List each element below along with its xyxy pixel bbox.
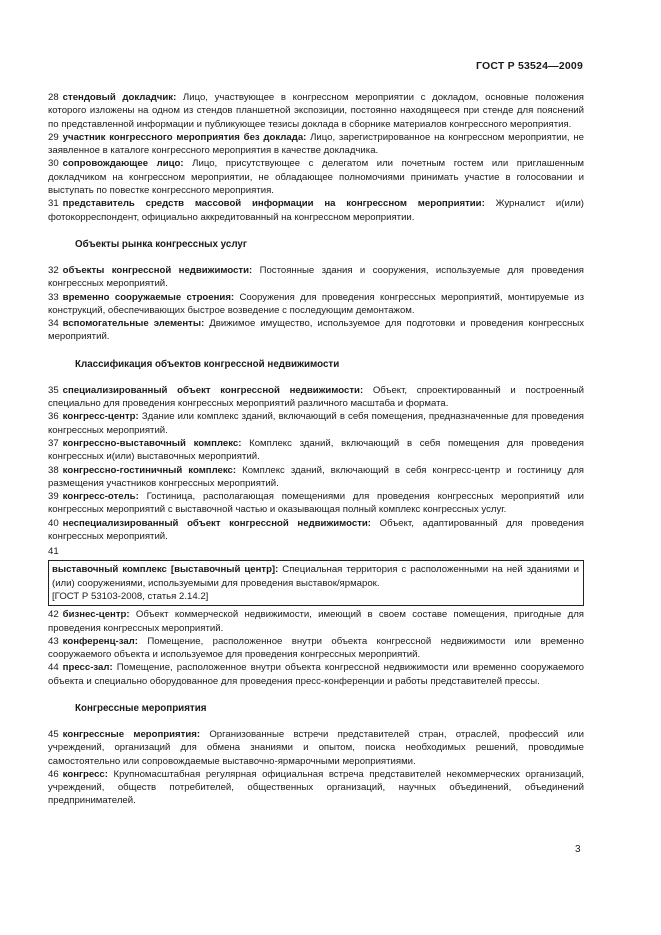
entry-number: 34 — [48, 318, 59, 330]
entry-text: Сооружения для проведения конгрессных мероприятий, монтируемые из конструкций, обеспечивающих быстрое возведение с последующим демонтажом. — [48, 291, 584, 316]
section-heading-objects: Объекты рынка конгрессных услуг — [75, 238, 247, 250]
entry-29 — [48, 131, 584, 158]
page-content — [48, 91, 584, 808]
entry-text: Помещение, расположенное внутри объекта конгрессной недвижимости или временно сооружаемого объекта и используемое для проведения конгрессных мероприятий. — [48, 635, 584, 661]
entry-46 — [48, 768, 584, 808]
entry-term: бизнес-центр: — [62, 609, 130, 621]
entry-34 — [48, 317, 584, 344]
source-reference: [ГОСТ Р 53103-2008, статья 2.14.2] — [52, 590, 209, 602]
entry-36 — [48, 410, 584, 437]
entry-35 — [48, 384, 584, 411]
entry-number: 33 — [48, 291, 59, 303]
entry-41-number: 41 — [48, 546, 59, 558]
entry-31 — [48, 197, 584, 224]
entry-text: Постоянные здания и сооружения, используемые для проведения конгрессных мероприятий. — [48, 264, 584, 290]
entry-term: объекты конгрессной недвижимости: — [62, 264, 253, 276]
entry-term: временно сооружаемые строения: — [62, 291, 235, 303]
entry-term: выставочный комплекс [выставочный центр]: — [52, 564, 279, 576]
entry-40 — [48, 517, 584, 544]
entry-text: Организованные встречи представителей стран, отраслей, профессий или учреждений, организаций для обмена знаниями и опытом, поиска необходимых решений, проводимые самостоятельно или сопровождаемые выставочно-ярмарочными мероприятиями. — [48, 728, 585, 767]
entry-text: Лицо, присутствующее с делегатом или почетным гостем или приглашенным докладчиком на конгрессном мероприятии, не обладающее полномочиями принимать участие в голосовании и выступать по повестке конгрессного мероприятия. — [48, 158, 585, 197]
entry-text: Лицо, участвующее в конгрессном мероприятии с докладом, основные положения которого изложены на одном из стендов планшетной экспозиции, постоянно находящееся при стенде для пояснений по представленной информации и публикующее тезисы доклада в сборнике материалов конгрессного мероприятия. — [48, 92, 585, 130]
entry-term: представитель средств массовой информации на конгрессном мероприятии: — [62, 198, 485, 210]
entry-text: Комплекс зданий, включающий в себя конгресс-центр и гостиницу для размещения участников конгрессных мероприятий. — [48, 464, 584, 489]
entry-number: 30 — [48, 158, 59, 170]
entry-number: 43 — [48, 635, 59, 647]
entry-text: Комплекс зданий, включающий в себя помещения для проведения конгрессных и(или) выставочных мероприятий. — [48, 437, 584, 463]
entry-term: конгресс: — [62, 768, 108, 780]
entry-39 — [48, 490, 584, 517]
section-heading-classification: Классификация объектов конгрессной недвижимости — [75, 358, 340, 370]
entry-text: Объект, спроектированный и построенный специально для проведения конгрессных мероприятий различного масштаба и формата. — [48, 384, 584, 410]
entry-number: 37 — [48, 437, 59, 449]
entry-term: вспомогательные элементы: — [62, 318, 205, 330]
entry-number: 36 — [48, 411, 59, 423]
entry-44 — [48, 661, 584, 688]
boxed-term-definition — [48, 560, 584, 606]
entry-term: специализированный объект конгрессной недвижимости: — [62, 384, 364, 396]
entry-term: стендовый докладчик: — [62, 92, 177, 103]
entry-text: Гостиница, располагающая помещениями для проведения конгрессных мероприятий или конгрессных мероприятий с выставочной частью и оказывающая полный комплекс конгрессных услуг. — [48, 491, 584, 516]
entry-number: 29 — [48, 131, 59, 143]
entry-42 — [48, 608, 584, 635]
entry-number: 31 — [48, 198, 59, 210]
entry-text: Движимое имущество, используемое для подготовки и проведения конгрессных мероприятий. — [48, 318, 585, 343]
entry-text: Здание или комплекс зданий, включающий в себя помещения, предназначенные для проведения конгрессных мероприятий. — [48, 411, 584, 436]
entry-30 — [48, 157, 584, 197]
entry-term: конгресс-отель: — [62, 491, 139, 503]
standard-header: ГОСТ Р 53524—2009 — [475, 60, 583, 72]
entry-33 — [48, 291, 584, 318]
entry-number: 38 — [48, 464, 59, 476]
entry-term: сопровождающее лицо: — [62, 158, 184, 170]
entry-term: конференц-зал: — [62, 635, 138, 647]
entry-37 — [48, 437, 584, 464]
entry-text: Объект коммерческой недвижимости, имеющий в своем составе помещения, пригодные для проведения конгрессных мероприятий. — [48, 609, 584, 634]
entry-text: Объект, адаптированный для проведения конгрессных мероприятий. — [48, 517, 584, 543]
entry-term: конгрессно-выставочный комплекс: — [62, 437, 242, 449]
page-number: 3 — [575, 844, 581, 855]
entry-28 — [48, 91, 584, 131]
entry-term: конгресс-центр: — [62, 411, 139, 423]
entry-number: 45 — [48, 728, 59, 740]
entry-term: пресс-зал: — [62, 662, 113, 674]
boxed-definition — [52, 563, 579, 590]
entry-32 — [48, 264, 584, 291]
entry-term: конгрессно-гостиничный комплекс: — [62, 464, 237, 476]
entry-text: Помещение, расположенное внутри объекта конгрессной недвижимости или временно сооружаемого объекта и специально оборудованное для проведения пресс-конференции и работы представителей прессы. — [48, 662, 584, 687]
entry-number: 32 — [48, 264, 59, 276]
entry-number: 46 — [48, 768, 59, 780]
entry-number: 42 — [48, 609, 59, 621]
entry-number: 28 — [48, 92, 59, 103]
entry-term: конгрессные мероприятия: — [62, 728, 201, 740]
entry-text: Журналист и(или) фотокорреспондент, официально аккредитованный на конгрессном мероприятии. — [48, 198, 584, 223]
entry-number: 40 — [48, 517, 59, 529]
entry-term: неспециализированный объект конгрессной недвижимости: — [62, 517, 371, 529]
entry-45 — [48, 728, 584, 768]
entry-term: участник конгрессного мероприятия без доклада: — [62, 131, 307, 143]
entry-38 — [48, 464, 584, 491]
entry-text: Крупномасштабная регулярная официальная встреча представителей некоммерческих организаций, учреждений, обществ потребителей, общественных организаций, научных объединений, объединений предпринимателей. — [48, 768, 584, 807]
entry-43 — [48, 635, 584, 662]
entry-text: Лицо, зарегистрированное на конгрессном мероприятии, не заявленное в каталоге конгрессного мероприятия в качестве докладчика. — [48, 131, 584, 157]
entry-number: 35 — [48, 384, 59, 396]
entry-number: 39 — [48, 491, 59, 503]
entry-text: Специальная территория с расположенными на ней зданиями и (или) сооружениями, используемыми для проведения выставок/ярмарок. — [52, 564, 579, 589]
entry-number: 44 — [48, 662, 59, 674]
section-heading-events: Конгрессные мероприятия — [75, 702, 207, 714]
